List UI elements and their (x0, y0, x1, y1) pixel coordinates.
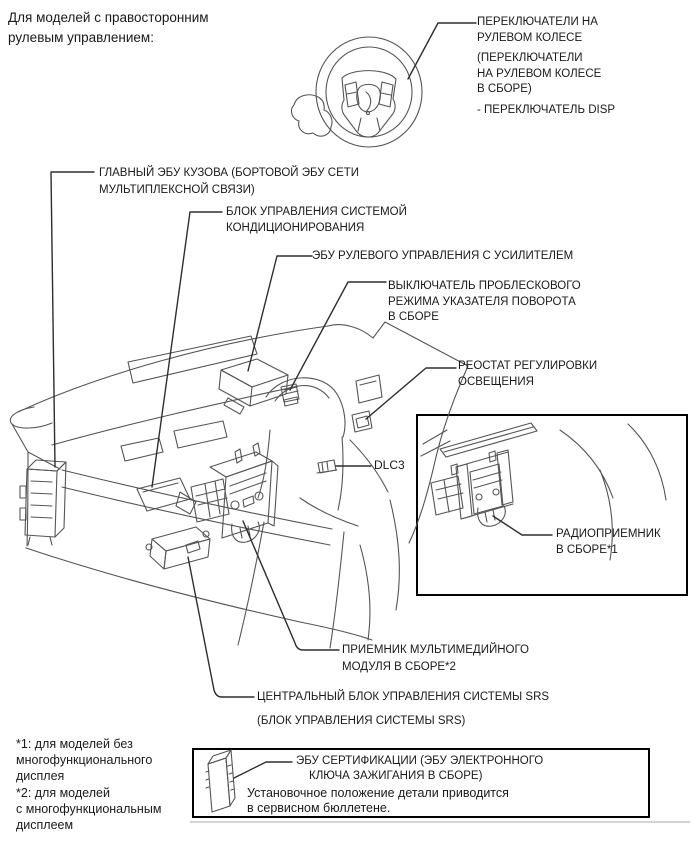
intro-text (8, 8, 209, 48)
footnote-line: с многофункциональным (16, 802, 162, 816)
label-ac-control-unit (226, 205, 407, 236)
intro-line: рулевым управлением: (8, 30, 154, 45)
label-line: КОНДИЦИОНИРОВАНИЯ (226, 221, 365, 234)
label-line: НА РУЛЕВОМ КОЛЕСЕ (477, 67, 602, 80)
dash-seam (52, 386, 298, 445)
wheel-hub (342, 71, 396, 137)
leader-flasher-switch (290, 282, 386, 390)
cowl-down (258, 430, 343, 510)
underdash-line (300, 498, 358, 526)
label-line: МОДУЛЯ В СБОРЕ*2 (342, 660, 456, 673)
label-rheostat (458, 359, 597, 390)
hand-blob (292, 95, 333, 136)
leader-rheostat (366, 368, 456, 419)
connector-cluster-part (191, 479, 229, 522)
left-lower (12, 424, 60, 546)
wheel-inner-rim (326, 47, 412, 137)
leader-power-steering-ecu (248, 256, 312, 371)
leader-srs-unit (188, 557, 254, 697)
cluster-cowl-outer (266, 378, 345, 437)
flasher-switch-part (281, 384, 299, 406)
footnote-line: *1: для моделей без (16, 737, 133, 751)
cluster-cowl-inner (275, 386, 329, 401)
srs-unit-part (146, 527, 210, 569)
defroster-vent (128, 336, 257, 383)
cert-note-line: в сервисном бюллетене. (247, 801, 391, 815)
column-lines (238, 522, 344, 648)
label-line: ЭБУ РУЛЕВОГО УПРАВЛЕНИЯ С УСИЛИТЕЛЕМ (312, 250, 574, 262)
label-dlc3 (374, 458, 405, 474)
bottom-sweep (26, 548, 372, 640)
steering-wheel-drawing (292, 37, 422, 147)
leader-main-body-ecu (51, 172, 94, 467)
disp-dot (367, 112, 370, 115)
label-line: (ПЕРЕКЛЮЧАТЕЛИ (477, 52, 583, 64)
vent-a (174, 421, 227, 448)
label-line: - ПЕРЕКЛЮЧАТЕЛЬ DISP (477, 103, 616, 116)
cert-title-line: КЛЮЧА ЗАЖИГАНИЯ В СБОРЕ) (309, 770, 483, 782)
label-line: РАДИОПРИЕМНИК (556, 528, 661, 540)
label-steering-wheel-switches (477, 15, 615, 118)
left-flap (10, 407, 52, 428)
wheel-outer-rim (316, 37, 422, 147)
label-multimedia-receiver (342, 642, 529, 675)
label-line: ЦЕНТРАЛЬНЫЙ БЛОК УПРАВЛЕНИЯ СИСТЕМЫ SRS (257, 691, 550, 703)
footnote-line: дисплея (16, 769, 65, 783)
kick-panel (360, 500, 399, 640)
footnote-line: дисплеем (16, 818, 74, 832)
dashboard-drawing (10, 322, 468, 648)
label-line: В СБОРЕ (388, 311, 439, 323)
dash-top-sweep (18, 326, 328, 412)
leader-steering-switches (408, 23, 476, 79)
label-line: В СБОРЕ*1 (556, 543, 618, 556)
label-line: МУЛЬТИПЛЕКСНОЙ СВЯЗИ) (99, 184, 255, 196)
label-line: ПЕРЕКЛЮЧАТЕЛИ НА (477, 16, 598, 28)
label-line: В СБОРЕ) (477, 83, 532, 95)
rheostat-part (352, 411, 372, 432)
dlc3-part (317, 460, 337, 473)
label-line: ГЛАВНЫЙ ЭБУ КУЗОВА (БОРТОВОЙ ЭБУ СЕТИ (99, 167, 360, 179)
disp-mark (366, 92, 371, 112)
radio-inset-box (416, 414, 688, 596)
label-line: РУЛЕВОМ КОЛЕСЕ (477, 31, 583, 44)
footnote-2 (16, 785, 161, 833)
label-flasher-switch (388, 279, 581, 326)
power-steering-ecu-part (219, 359, 288, 414)
label-line: DLC3 (374, 458, 405, 472)
label-power-steering-ecu (312, 249, 573, 265)
footnote-line: *2: для моделей (16, 786, 110, 800)
vent-b (121, 438, 163, 461)
ac-control-part (137, 478, 196, 514)
lower-spoke (358, 118, 380, 131)
label-line: БЛОК УПРАВЛЕНИЯ СИСТЕМОЙ (226, 206, 407, 218)
label-line: РЕОСТАТ РЕГУЛИРОВКИ (458, 360, 598, 372)
right-vent (356, 375, 382, 403)
label-srs-unit-line1 (257, 690, 549, 706)
label-radio-receiver (556, 527, 661, 558)
intro-line: Для моделей с правосторонним (8, 10, 209, 25)
leader-ac-control (152, 212, 222, 487)
label-main-body-ecu (99, 165, 359, 199)
label-srs-unit-line2 (257, 714, 465, 730)
left-spoke-switch (345, 82, 359, 107)
label-line: ПРИЕМНИК МУЛЬТИМЕДИЙНОГО (342, 644, 529, 656)
footnote-line: многофункционального (16, 753, 153, 767)
cert-note-line: Установочное положение детали приводится (247, 786, 509, 800)
label-line: ВЫКЛЮЧАТЕЛЬ ПРОБЛЕСКОВОГО (388, 280, 581, 292)
main-body-ecu-part (20, 460, 66, 545)
dash-top-right (328, 322, 468, 366)
multimedia-receiver-part (210, 443, 278, 542)
footnote-1 (16, 736, 152, 784)
leader-multimedia-receiver (243, 521, 339, 650)
cert-title-line: ЭБУ СЕРТИФИКАЦИИ (ЭБУ ЭЛЕКТРОННОГО (296, 755, 544, 767)
label-line: ОСВЕЩЕНИЯ (458, 375, 534, 388)
lower-dash-edge (62, 470, 332, 545)
airbag-pad (357, 84, 381, 111)
label-line: (БЛОК УПРАВЛЕНИЯ СИСТЕМЫ SRS) (257, 715, 466, 727)
right-spoke-switch (379, 82, 393, 107)
label-line: РЕЖИМА УКАЗАТЕЛЯ ПОВОРОТА (388, 295, 576, 308)
